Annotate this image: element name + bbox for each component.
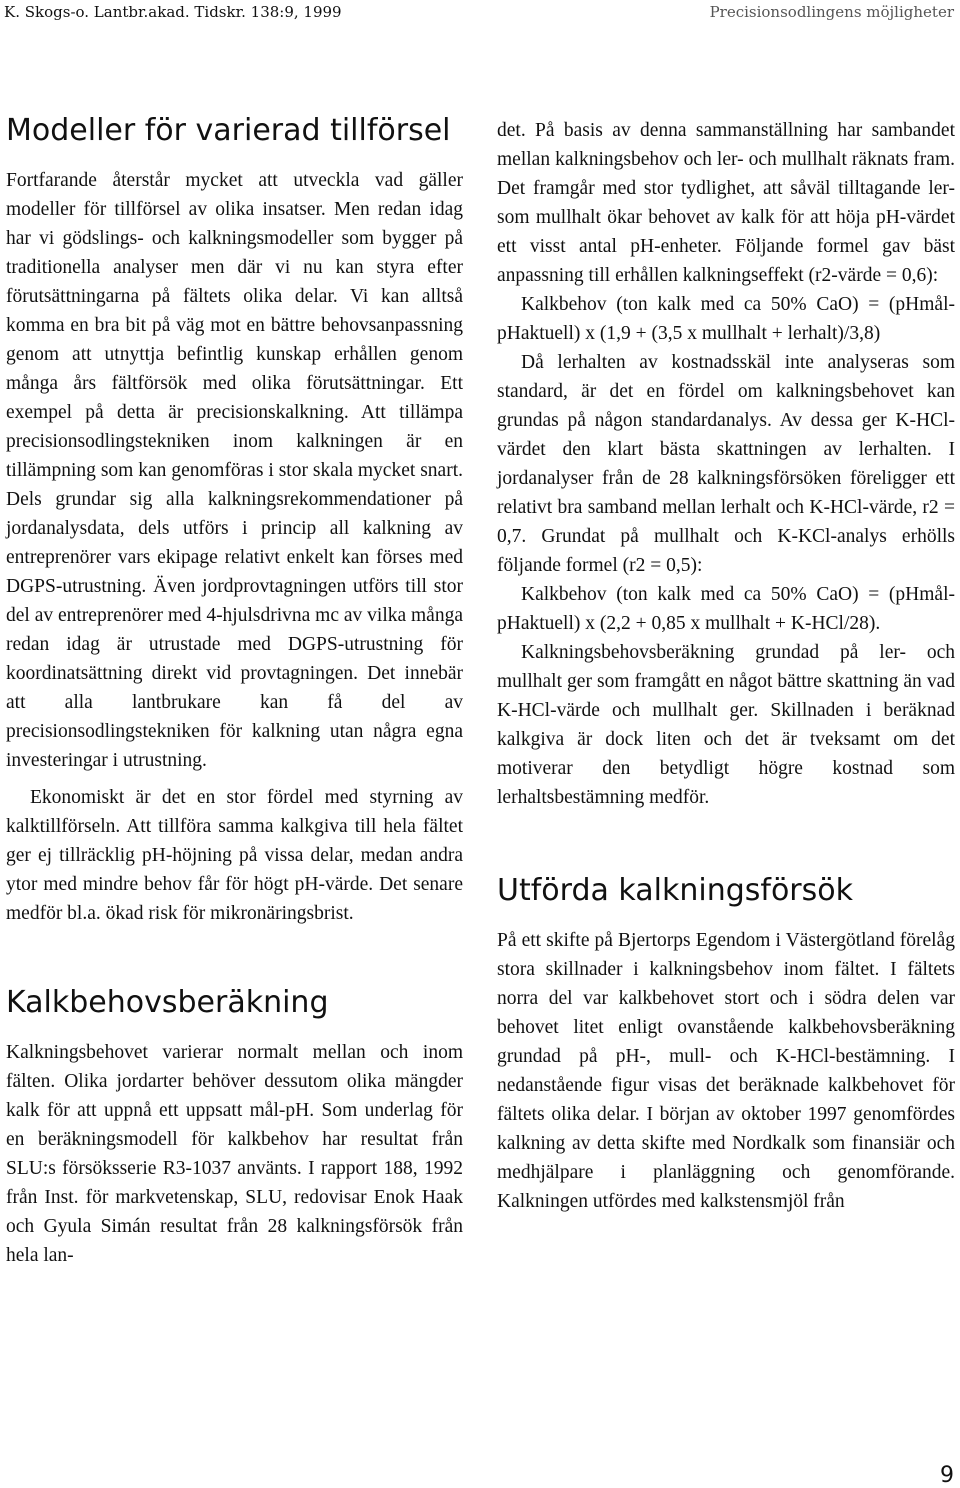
paragraph-sammanstallning: det. På basis av denna sammanställning har sambandet mellan kalkningsbehov och ler- och mullhalt räknats fram. Det framgår med stor tydlighet, att såväl tilltagande ler- som mullhalt ökar behovet av kalk för att höja pH-värdet ett visst antal pH-enheter. Följande formel gav bäst anpassning till erhållen kalkningseffekt (r2-värde = 0,6): (497, 120, 955, 286)
section-heading-modeller: Modeller för varierad tillförsel (6, 113, 451, 148)
formula-ler-mull: Kalkbehov (ton kalk med ca 50% CaO) = (pHmål-pHaktuell) x (1,9 + (3,5 x mullhalt + lerhalt)/3,8) (497, 294, 955, 344)
paragraph-modeller: Fortfarande återstår mycket att utveckla vad gäller modeller för tillförsel av olika insatser. Men redan idag har vi gödslings- och kalkningsmodeller som bygger på traditionella analyser men där vi nu kan styra efter förutsättningarna på fältets olika delar. Vi kan alltså komma en bra bit på väg mot en bättre behovsanpassning genom att utnyttja befintlig kunskap erhållen genom många års fältförsök med olika förutsättningar. Ett exempel på detta är precisionskalkning. Att tillämpa precisionsodlingstekniken inom kalkningen är en tillämpning som kan genomföras i stor skala mycket snart. Dels grundar sig alla kalkningsrekommendationer på jordanalysdata, dels utförs i princip all kalkning av entreprenörer vars ekipage relativt enkelt kan förses med DGPS-utrustning. Även jordprovtagningen utförs till stor del av entreprenörer med 4-hjulsdrivna mc av vilka många redan idag är utrustade med DGPS-utrustning för koordinatsättning direkt vid provtagningen. Det innebär att alla lantbrukare kan få del av precisionsodlingstekniken för kalkning utan några egna investeringar i utrustning. (6, 170, 463, 771)
paragraph-lerhalt: Då lerhalten av kostnadsskäl inte analyseras som standard, är det en fördel om kalkningsbehovet kan grundas på någon standardanalys. Av dessa ger K-HCl-värdet den klart bästa skattningen av lerhalten. I jordanalyser från de 28 kalkningsförsöken föreligger ett relativt bra samband mellan lerhalt och K-HCl-värde, r2 = 0,7. Grundat på mullhalt och K-KCl-analys erhölls följande formel (r2 = 0,5): (497, 352, 955, 576)
paragraph-ekonomiskt: Ekonomiskt är det en stor fördel med styrning av kalktillförseln. Att tillföra samma kalkgiva till hela fältet ger ej tillräcklig pH-höjning på vissa delar, medan andra ytor med mindre behov får för högt pH-värde. Det senare medför bl.a. ökad risk för mikronäringsbrist. (6, 787, 463, 924)
left-column (6, 112, 463, 1270)
paragraph-bjertorp: På ett skifte på Bjertorps Egendom i Västergötland förelåg stora skillnader i kalkningsbehov inom fältet. I fältets norra del var kalkbehovet stort och i södra delen var behovet litet enligt ovanstående kalkbehovsberäkning grundad på pH-, mull- och K-HCl-bestämning. I nedanstående figur visas det beräknade kalkbehovet för fältets olika delar. I början av oktober 1997 genomfördes kalkning av detta skifte med Nordkalk som finansiär och medhjälpare i planläggning och genomförande. Kalkningen utfördes med kalkstensmjöl från (497, 930, 955, 1212)
paragraph-jamforelse: Kalkningsbehovsberäkning grundad på ler- och mullhalt ger som framgått en något bättre skattning än vad K-HCl-värde och mullhalt ger. Skillnaden i beräknad kalkgiva är dock liten och det är tveksamt om det motiverar den betydligt högre kostnad som lerhaltsbestämning medför. (497, 642, 955, 808)
formula-k-hcl: Kalkbehov (ton kalk med ca 50% CaO) = (pHmål-pHaktuell) x (2,2 + 0,85 x mullhalt + K-HCl/28). (497, 584, 955, 634)
page-number: 9 (940, 1463, 954, 1488)
right-column (497, 116, 955, 1216)
journal-citation: K. Skogs-o. Lantbr.akad. Tidskr. 138:9, 1999 (4, 3, 342, 21)
running-title: Precisionsodlingens möjligheter (709, 3, 954, 21)
section-heading-kalkbehovsberakning: Kalkbehovsberäkning (6, 985, 329, 1020)
section-heading-utforda-kalkningsforsok: Utförda kalkningsförsök (497, 873, 853, 908)
paragraph-kalkningsbehovet: Kalkningsbehovet varierar normalt mellan och inom fälten. Olika jordarter behöver dessutom olika mängder kalk för att uppnå ett uppsatt mål-pH. Som underlag för en beräkningsmodell för kalkbehov har resultat från SLU:s försöksserie R3-1037 använts. I rapport 188, 1992 från Inst. för markvetenskap, SLU, redovisar Enok Haak och Gyula Simán resultat från 28 kalkningsförsök från hela lan- (6, 1042, 463, 1266)
running-head (0, 0, 960, 28)
